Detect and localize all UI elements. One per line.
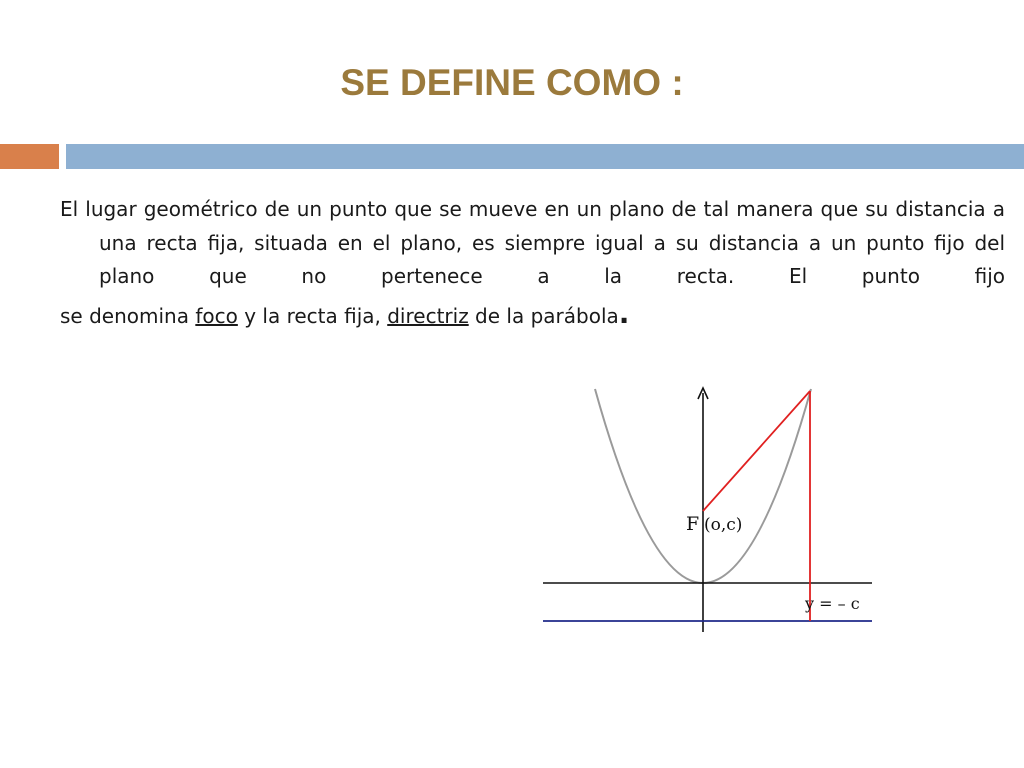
definition-paragraph (60, 193, 1005, 333)
definition-last-line (60, 296, 630, 334)
end-period: . (618, 296, 630, 330)
focus-coords-label: (o,c) (704, 515, 743, 535)
definition-prefix: se denomina (60, 303, 196, 328)
parabola-diagram (535, 383, 880, 638)
definition-middle: y la recta fija, (237, 303, 388, 328)
term-directriz: directriz (387, 303, 469, 328)
definition-suffix: de la parábola (468, 303, 619, 328)
accent-bar-blue (66, 144, 1024, 169)
definition-text: El lugar geométrico de un punto que se mueve en un plano de tal manera que su distancia a una recta fija, situada en el plano, es siempre igual a su distancia a un punto fijo del plano que no pertenece a la recta. El punto fijo (60, 197, 1005, 288)
focus-letter-label: F (686, 513, 700, 535)
parabola-figure (535, 383, 880, 638)
directrix-equation-label: y = – c (805, 594, 860, 613)
accent-bar-orange (0, 144, 59, 169)
term-foco: foco (195, 303, 238, 328)
slide-title: SE DEFINE COMO : (340, 62, 684, 103)
focus-to-point-segment (703, 391, 810, 511)
